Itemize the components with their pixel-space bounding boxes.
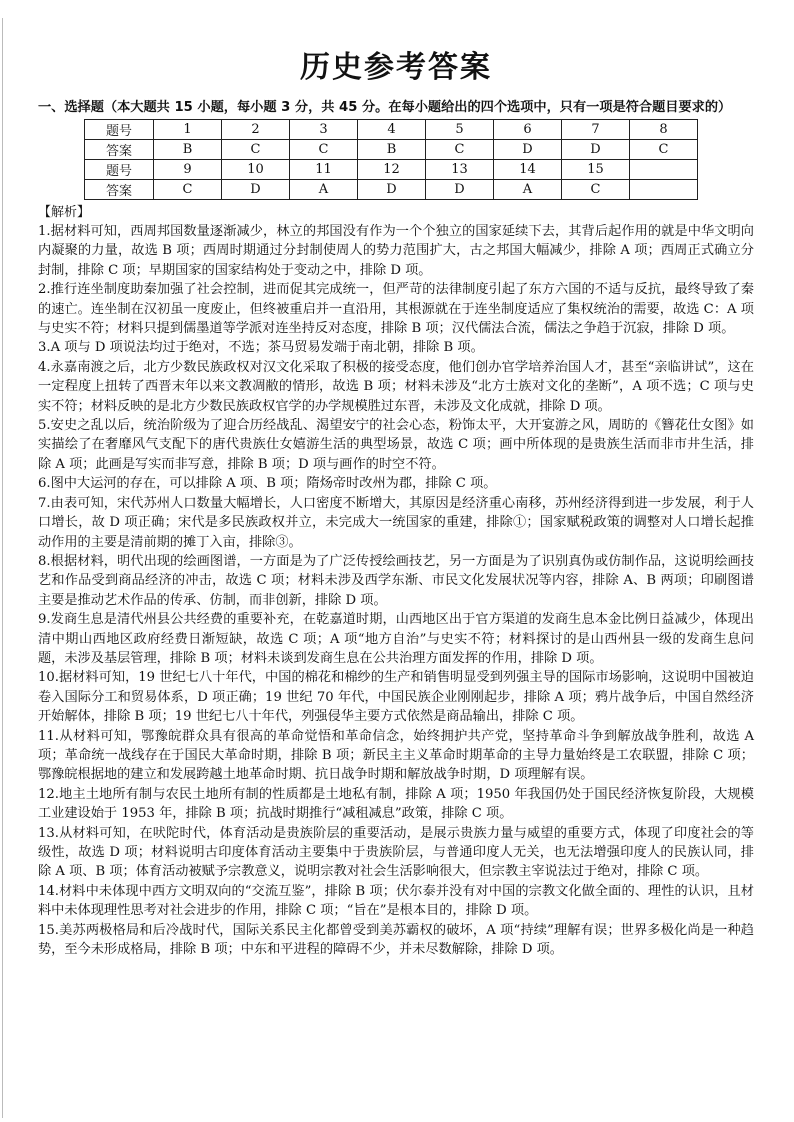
analysis-item: 7.由表可知，宋代苏州人口数量大幅增长，人口密度不断增大，其原因是经济重心南移，苏州经济得到进一步发展，利于人口增长，故 D 项正确；宋代是多民族政权并立，未完成大一统国家的重建，排除①；国家赋税政策的调整对人口增长起推动作用的主要是清前期的摊丁入亩，排除③。: [38, 495, 754, 550]
analysis-item: 4.永嘉南渡之后，北方少数民族政权对汉文化采取了积极的接受态度，他们创办官学培养治国人才，甚至“亲临讲试”，这在一定程度上扭转了西晋末年以来文教凋敝的情形，故选 B 项；材料未涉及“北方士族对文化的垄断”，A 项不选；C 项与史实不符；材料反映的是北方少数民族政权官学的办学规模胜过东晋，未涉及文化成就，排除 D 项。: [38, 359, 754, 414]
table-cell: 13: [426, 160, 494, 180]
table-cell: B: [154, 140, 222, 160]
table-cell: 8: [630, 120, 698, 140]
analysis-item: 9.发商生息是清代州县公共经费的重要补充，在乾嘉道时期，山西地区出于官方渠道的发商生息本金比例日益减少，体现出清中期山西地区政府经费日渐短缺，故选 C 项；A 项“地方自治”与史实不符；材料探讨的是山西州县一级的发商生息问题，未涉及基层管理，排除 B 项；材料未谈到发商生息在公共治理方面发挥的作用，排除 D 项。: [38, 612, 754, 666]
analysis-list: [38, 222, 754, 959]
table-cell: 答案: [85, 180, 154, 200]
analysis-item: 1.据材料可知，西周邦国数量逐渐减少，林立的邦国没有作为一个个独立的国家延续下去，其背后起作用的就是中华文明向内凝聚的力量，故选 B 项；西周时期通过分封制使周人的势力范围扩大，古之邦国大幅减少，排除 A 项；西周正式确立分封制，排除 C 项；早期国家的国家结构处于变动之中，排除 D 项。: [38, 224, 754, 278]
table-cell: C: [426, 140, 494, 160]
table-cell: D: [222, 180, 290, 200]
analysis-item: 6.图中大运河的存在，可以排除 A 项、B 项；隋炀帝时改州为郡，排除 C 项。: [38, 476, 497, 492]
table-cell: 3: [290, 120, 358, 140]
table-cell: C: [562, 180, 630, 200]
answer-table: [84, 119, 698, 200]
table-cell: C: [222, 140, 290, 160]
table-cell: 2: [222, 120, 290, 140]
analysis-item: 12.地主土地所有制与农民土地所有制的性质都是土地私有制，排除 A 项；1950 年我国仍处于国民经济恢复阶段，大规模工业建设始于 1953 年，排除 B 项；抗战时期推行“减租减息”政策，排除 C 项。: [38, 786, 754, 822]
table-cell: D: [426, 180, 494, 200]
table-cell: 7: [562, 120, 630, 140]
table-cell: 4: [358, 120, 426, 140]
table-row: [85, 180, 698, 200]
table-cell: 15: [562, 160, 630, 180]
table-cell: A: [494, 180, 562, 200]
table-cell: D: [358, 180, 426, 200]
section-heading: 一、选择题（本大题共 15 小题，每小题 3 分，共 45 分。在每小题给出的四个选项中，只有一项是符合题目要求的）: [38, 100, 732, 115]
table-row: [85, 140, 698, 160]
table-cell: C: [154, 180, 222, 200]
analysis-item: 11.从材料可知，鄂豫皖群众具有很高的革命觉悟和革命信念，始终拥护共产党，坚持革命斗争到解放战争胜利，故选 A 项；革命统一战线存在于国民大革命时期，排除 B 项；新民主主义革命时期革命的主导力量始终是工农联盟，排除 C 项；鄂豫皖根据地的建立和发展跨越土地革命时期、抗日战争时期和解放战争时期，D 项理解有误。: [38, 728, 754, 783]
table-cell: 1: [154, 120, 222, 140]
analysis-item: 13.从材料可知，在吠陀时代，体育活动是贵族阶层的重要活动，是展示贵族力量与威望的重要方式，体现了印度社会的等级性，故选 D 项；材料说明古印度体育活动主要集中于贵族阶层，与普通印度人无关，也无法增强印度人的民族认同，排除 A 项、B 项；体育活动被赋予宗教意义，说明宗教对社会生活影响很大，但宗教主宰说法过于绝对，排除 C 项。: [38, 825, 754, 880]
analysis-label: 【解析】: [38, 205, 91, 220]
table-cell: 6: [494, 120, 562, 140]
analysis-item: 2.推行连坐制度助秦加强了社会控制，进而促其完成统一，但严苛的法律制度引起了东方六国的不适与反抗，最终导致了秦的速亡。连坐制在汉初虽一度废止，但终被重启并一直沿用，其根源就在于连坐制度适应了集权统治的需要，故选 C：A 项与史实不符；材料只提到儒墨道等学派对连坐持反对态度，排除 B 项；汉代儒法合流，儒法之争趋于沉寂，排除 D 项。: [38, 282, 754, 337]
table-cell: [630, 180, 698, 200]
table-cell: 10: [222, 160, 290, 180]
analysis-item: 3.A 项与 D 项说法均过于绝对，不选；茶马贸易发端于南北朝，排除 B 项。: [38, 340, 484, 356]
analysis-item: 5.安史之乱以后，统治阶级为了迎合历经战乱、渴望安宁的社会心态，粉饰太平，大开宴游之风，周昉的《簪花仕女图》如实描绘了在奢靡风气支配下的唐代贵族仕女嬉游生活的典型场景，故选 C 项；画中所体现的是贵族生活而非市井生活，排除 A 项；此画是写实而非写意，排除 B 项；D 项与画作的时空不符。: [38, 418, 754, 472]
table-cell: [630, 160, 698, 180]
analysis-item: 15.美苏两极格局和后冷战时代，国际关系民主化都曾受到美苏霸权的破坏，A 项“持续”理解有误；世界多极化尚是一种趋势，至今未形成格局，排除 B 项；中东和平进程的障碍不少，并未尽数解除，排除 D 项。: [38, 922, 754, 958]
table-cell: 5: [426, 120, 494, 140]
table-cell: C: [290, 140, 358, 160]
analysis-item: 14.材料中未体现中西方文明双向的“交流互鉴”，排除 B 项；伏尔泰并没有对中国的宗教文化做全面的、理性的认识，且材料中未体现理性思考对社会进步的作用，排除 C 项；“旨在”是根本目的，排除 D 项。: [38, 883, 754, 919]
table-cell: 12: [358, 160, 426, 180]
table-cell: 14: [494, 160, 562, 180]
table-cell: 题号: [85, 120, 154, 140]
table-cell: 题号: [85, 160, 154, 180]
analysis-item: 8.根据材料，明代出现的绘画图谱，一方面是为了广泛传授绘画技艺，另一方面是为了识别真伪或仿制作品，这说明绘画技艺和作品受到商品经济的冲击，故选 C 项；材料未涉及西学东渐、市民文化发展状况等内容，排除 A、B 两项；印刷图谱主要是推动艺术作品的传承、仿制，而非创新，排除 D 项。: [38, 553, 754, 608]
table-cell: D: [494, 140, 562, 160]
page-title: 历史参考答案: [300, 50, 492, 85]
table-cell: 9: [154, 160, 222, 180]
table-cell: B: [358, 140, 426, 160]
analysis-item: 10.据材料可知，19 世纪七八十年代，中国的棉花和棉纱的生产和销售明显受到列强主导的国际市场影响，这说明中国被迫卷入国际分工和贸易体系，D 项正确；19 世纪 70 年代，中国民族企业刚刚起步，排除 A 项；鸦片战争后，中国自然经济开始解体，排除 B 项；19 世纪七八十年代，列强侵华主要方式依然是商品输出，排除 C 项。: [38, 670, 754, 725]
table-cell: 11: [290, 160, 358, 180]
table-cell: D: [562, 140, 630, 160]
table-row: [85, 160, 698, 180]
table-row: [85, 120, 698, 140]
table-cell: A: [290, 180, 358, 200]
table-cell: 答案: [85, 140, 154, 160]
table-cell: C: [630, 140, 698, 160]
